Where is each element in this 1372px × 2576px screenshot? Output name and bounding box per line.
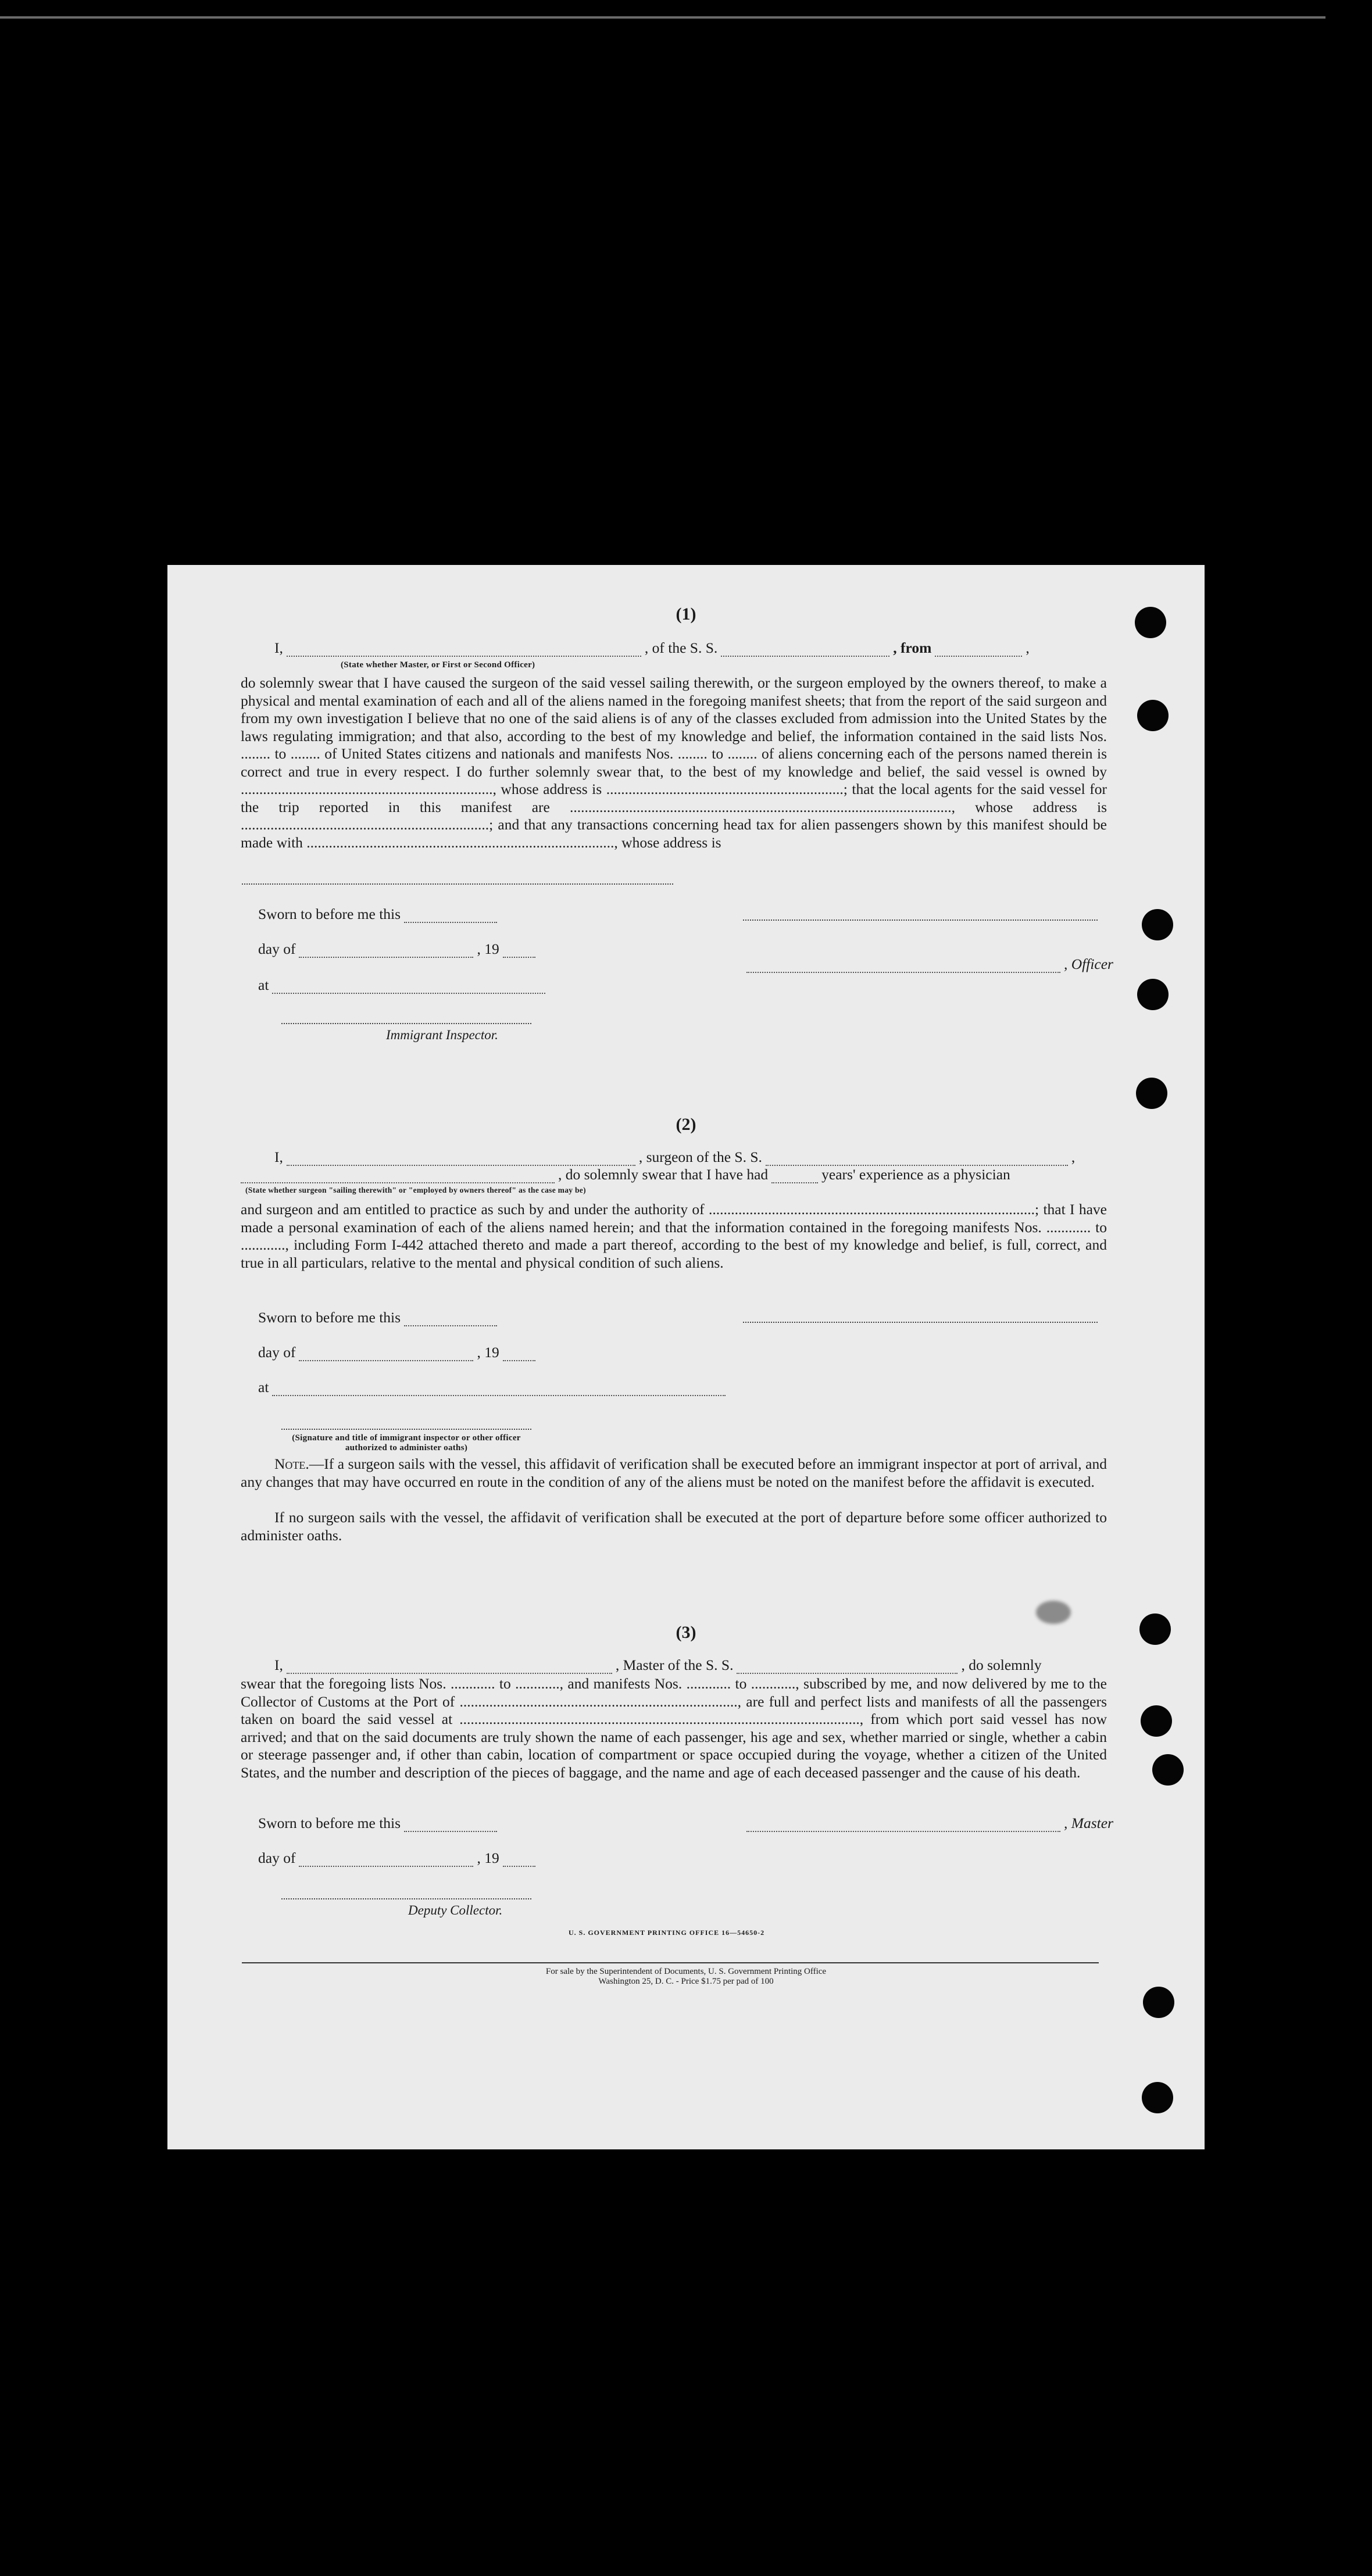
s2-years-label: years' experience as a physician [821,1166,1010,1183]
s1-year-blank[interactable] [503,944,535,958]
punch-hole [1142,2082,1173,2113]
ship-name-blank[interactable] [721,643,889,657]
s1-place-blank[interactable] [272,980,545,994]
footer-line-2: Washington 25, D. C. - Price $1.75 per pad of 100 [598,1977,774,1986]
s1-oath-text: do solemnly swear that I have caused the surgeon of the said vessel sailing therewith, or the surgeon employed by the owners thereof, to make a physical and mental examination of each and all of the aliens named in the foregoing manifest sheets; that from the report of the said surgeon and from my own investigation I believe that no one of the said aliens is of any of the classes excluded from admission into the United States by the laws regulating immigration; and that also, according to the best of my knowledge and belief, the information contained in the said lists Nos. ........ to ........ of United States citizens and nationals and manifests Nos. ........ to ........ of aliens concerning each of the persons named therein is correct and true in every respect. I do further solemnly swear that, to the best of my knowledge and belief, the said vessel is owned by ...................................................................., whose address is ................................................................; that the local agents for the said vessel for the trip reported in this manifest are ......................................................................................................., whose address is ...................................................................; and that any transactions concerning head tax for alien passengers shown by this manifest should be made with ..................................................................................., whose address is [241,674,1107,851]
s2-i-label: I, [274,1149,283,1165]
s3-sworn-label: Sworn to before me this [258,1815,401,1831]
s2-inspector-signature-line[interactable] [281,1429,531,1430]
s1-sworn-label: Sworn to before me this [258,906,401,922]
s1-officer-signature-line[interactable] [743,920,1098,921]
s1-officer-title-blank[interactable] [746,959,1060,973]
s2-swear-label: , do solemnly swear that I have had [558,1166,769,1183]
s2-day-of-label: day of [258,1344,296,1361]
section-1-number: (1) [676,604,696,624]
s2-surgeon-signature-line[interactable] [743,1322,1098,1323]
s3-collector-signature-line[interactable] [281,1898,531,1899]
years-experience-blank[interactable] [771,1169,818,1183]
s3-deputy-label: Deputy Collector. [408,1903,503,1917]
s2-surgeon-of-label: , surgeon of the S. S. [638,1149,762,1165]
s2-day-line [258,1344,539,1361]
punch-hole [1142,909,1173,940]
punch-hole [1152,1754,1184,1786]
s2-at-label: at [258,1379,269,1396]
s1-officer-line [743,956,1113,973]
punch-hole [1143,1987,1174,2018]
section-3-number: (3) [676,1623,696,1642]
s2-place-blank[interactable] [272,1382,726,1396]
s3-oath-text: swear that the foregoing lists Nos. ............ to ............, and manifests Nos. ............ to ............, subscribed by me, and now delivered by me to the Collector of Customs at the Port of ..........................................................................., are full and perfect lists and manifests of all the passengers taken on board the said vessel at ............................................................................................................, from which port said vessel has now arrived; and that on the said documents are truly shown the name of each passenger, his age and sex, whether married or single, whether a cabin or steerage passenger and, if other than cabin, location of compartment or space occupied during the voyage, whether a citizen of the United States, and the number and description of the pieces of baggage, and the name and age of each deceased passenger and the cause of his death. [241,1675,1107,1781]
s1-address-continuation-line [242,883,673,885]
s1-of-ss-label: , of the S. S. [644,639,718,656]
officer-name-blank[interactable] [287,643,641,657]
ink-smudge [1036,1601,1071,1624]
s1-officer-rank-caption: (State whether Master, or First or Second Officer) [341,660,535,670]
s1-opening-line: I, , of the S. S. , from , [274,639,1030,656]
s1-inspector-signature-line[interactable] [281,1023,531,1024]
surgeon-status-blank[interactable] [241,1169,555,1183]
punch-hole [1137,979,1169,1010]
s3-solemnly-label: , do solemnly [961,1656,1042,1673]
s2-ship-name-blank[interactable] [766,1152,1068,1166]
s3-master-signature-blank[interactable] [746,1818,1060,1832]
s2-year-label: , 19 [477,1344,499,1361]
s2-year-blank[interactable] [503,1347,535,1361]
s2-sworn-date-blank[interactable] [404,1312,497,1326]
s1-sworn-date-blank[interactable] [404,909,497,923]
s1-inspector-label: Immigrant Inspector. [386,1028,498,1042]
punch-hole [1136,1078,1167,1109]
s1-i-label: I, [274,639,283,656]
s3-day-of-label: day of [258,1849,296,1866]
footer-rule [242,1962,1099,1963]
s1-from-label: , from [893,639,932,656]
s3-opening-line [274,1656,1042,1674]
gpo-imprint: U. S. GOVERNMENT PRINTING OFFICE 16—54650-2 [569,1929,765,1937]
s1-at-line [258,976,549,994]
s1-year-label: , 19 [477,940,499,957]
s3-i-label: I, [274,1656,283,1673]
s2-oath-text: and surgeon and am entitled to practice as such by and under the authority of ........................................................................................; that I have made a personal examination of each of the aliens named herein; and that the information contained in the foregoing manifests Nos. ............ to ............, including Form I-442 attached thereto and made a part thereof, according to the best of my knowledge and belief, is full, correct, and true in all particulars, relative to the mental and physical condition of such aliens. [241,1201,1107,1271]
s3-master-label: , Master [1064,1815,1113,1831]
master-name-blank[interactable] [287,1660,612,1674]
s2-note [241,1455,1107,1491]
section-2-number: (2) [676,1115,696,1134]
s3-ship-name-blank[interactable] [737,1660,957,1674]
s1-officer-label: , Officer [1064,956,1113,972]
s3-sworn-date-blank[interactable] [404,1818,497,1832]
punch-hole [1141,1705,1172,1737]
s1-day-line [258,940,539,958]
surgeon-name-blank[interactable] [287,1152,635,1166]
s1-sworn-line [258,906,501,923]
s3-day-line [258,1849,539,1867]
s2-signature-caption: (Signature and title of immigrant inspector or other officer authorized to administer oaths) [292,1433,521,1452]
s3-master-of-label: , Master of the S. S. [615,1656,734,1673]
port-from-blank[interactable] [935,643,1022,657]
s3-month-blank[interactable] [299,1853,473,1867]
s2-note-2: If no surgeon sails with the vessel, the affidavit of verification shall be executed at the port of departure before some officer authorized to administer oaths. [241,1509,1107,1544]
s3-master-line [743,1815,1113,1832]
s3-sworn-line [258,1815,501,1832]
s2-opening-line: I, , surgeon of the S. S. , [274,1149,1076,1165]
s3-year-blank[interactable] [503,1853,535,1867]
s2-note-text: —If a surgeon sails with the vessel, this affidavit of verification shall be executed before an immigrant inspector at port of arrival, and any changes that may have occurred en route in the condition of any of the aliens must be noted on the manifest before the affidavit is executed. [241,1455,1107,1490]
s2-month-blank[interactable] [299,1347,473,1361]
s1-at-label: at [258,976,269,993]
s2-second-line [241,1166,1010,1183]
punch-hole [1137,700,1169,731]
s2-at-line [258,1379,729,1396]
film-edge-line [0,16,1325,19]
s1-day-of-label: day of [258,940,296,957]
s2-note-label: Note. [274,1455,309,1472]
document-page [167,565,1205,2149]
s1-month-blank[interactable] [299,944,473,958]
s2-status-caption: (State whether surgeon "sailing therewith" or "employed by owners thereof" as the case may be) [245,1186,586,1194]
s2-sworn-label: Sworn to before me this [258,1309,401,1326]
footer-line-1: For sale by the Superintendent of Documents, U. S. Government Printing Office [545,1967,827,1976]
s2-sworn-line [258,1309,501,1326]
s3-year-label: , 19 [477,1849,499,1866]
